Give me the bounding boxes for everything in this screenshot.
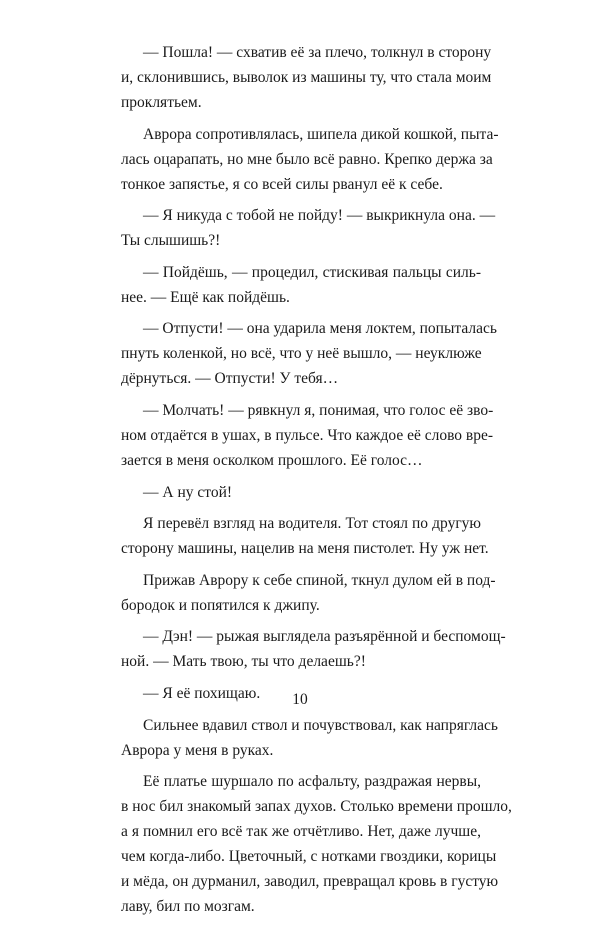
text-line: и мёда, он дурманил, заводил, превращал кровь в густую [121,873,499,891]
text-line: — Пошла! — схватив её за плечо, толкнул в сторону [143,44,492,61]
text-line: Аврора сопротивлялась, шипела дикой кошкой, пыта- [143,125,499,143]
text-line: — Я никуда с тобой не пойду! — выкрикнула она. — [143,207,496,225]
text-line: Я перевёл взгляд на водителя. Тот стоял по другую [143,515,481,533]
paragraph [121,713,498,763]
text-line: — Пойдёшь, — процедил, стискивая пальцы силь- [143,263,481,281]
text-line: бородок и попятился к джипу. [121,596,320,614]
text-line: нее. — Ещё как пойдёшь. [121,288,290,306]
text-line: — А ну стой! [143,483,233,501]
paragraph [121,40,492,115]
paragraph [121,568,496,618]
text-line: сторону машины, нацелив на меня пистолет. Ну уж нет. [121,540,489,558]
text-line: чем когда-либо. Цветочный, с нотками гвоздики, корицы [121,848,497,866]
paragraph [121,624,506,674]
text-line: Её платье шуршало по асфальту, раздражая нервы, [143,773,481,791]
text-line: — Отпусти! — она ударила меня локтем, попыталась [143,320,497,338]
page-number: 10 [292,691,308,708]
text-line: ной. — Мать твою, ты что делаешь?! [121,653,366,671]
text-line: а я помнил его всё так же отчётливо. Нет, даже лучше, [121,823,481,841]
text-line: и, склонившись, выволок из машины ту, что стала моим [121,69,492,86]
text-line: пнуть коленкой, но всё, что у неё вышло, — неуклюже [121,345,482,363]
text-line: Аврора у меня в руках. [121,741,274,759]
text-line: лаву, бил по мозгам. [121,898,255,916]
paragraph [121,203,496,253]
text-line: — Я её похищаю. [143,684,261,702]
paragraph [121,769,512,919]
text-line: Прижав Аврору к себе спиной, ткнул дулом ей в под- [143,571,496,589]
text-line: ном отдаётся в ушах, в пульсе. Что каждое её слово вре- [121,426,494,444]
paragraph [121,480,481,505]
text-line: дёрнуться. — Отпусти! У тебя… [121,370,339,388]
text-line: Ты слышишь?! [121,232,221,250]
body-text [121,40,512,926]
paragraph [121,316,497,391]
text-line: зается в меня осколком прошлого. Её голос… [121,451,423,469]
text-line: — Дэн! — рыжая выглядела разъярённой и беспомощ- [143,628,506,646]
paragraph [121,511,489,561]
text-line: Сильнее вдавил ствол и почувствовал, как напряглась [143,716,498,734]
text-line: в нос бил знакомый запах духов. Столько времени прошло, [121,798,512,816]
text-line: проклятьем. [121,94,202,111]
paragraph [121,260,481,310]
paragraph [121,398,494,473]
text-line: тонкое запястье, я со всей силы рванул её к себе. [121,175,443,193]
text-line: — Молчать! — рявкнул я, понимая, что голос её зво- [143,401,494,419]
text-line: лась оцарапать, но мне было всё равно. Крепко держа за [121,150,493,168]
paragraph [121,122,499,197]
